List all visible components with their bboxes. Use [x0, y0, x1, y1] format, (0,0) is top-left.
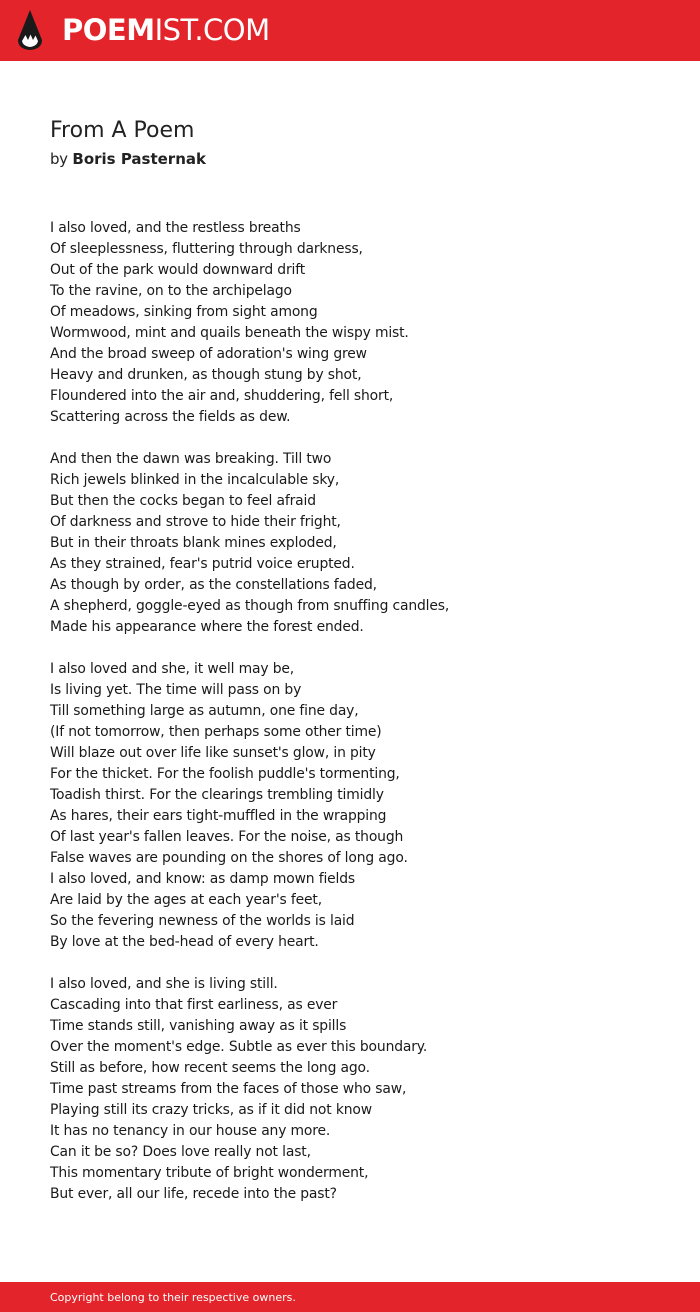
poem-line: For the thicket. For the foolish puddle's tormenting,	[50, 766, 400, 782]
poem-line: To the ravine, on to the archipelago	[50, 283, 292, 299]
author-name: Boris Pasternak	[72, 150, 206, 168]
poem-line: Toadish thirst. For the clearings trembling timidly	[50, 787, 384, 803]
poem-line: But in their throats blank mines exploded,	[50, 535, 337, 551]
poem-line: Wormwood, mint and quails beneath the wispy mist.	[50, 325, 409, 341]
poem-line: Are laid by the ages at each year's feet,	[50, 892, 322, 908]
poem-line: Out of the park would downward drift	[50, 262, 306, 278]
site-header	[0, 0, 700, 61]
poem-line: I also loved and she, it well may be,	[50, 661, 295, 677]
poem-stanza	[50, 449, 690, 638]
copyright-notice: Copyright belong to their respective owners.	[50, 1291, 296, 1304]
poem-line: (If not tomorrow, then perhaps some other time)	[50, 724, 382, 740]
poem-line: Floundered into the air and, shuddering, fell short,	[50, 388, 394, 404]
poem-line: Will blaze out over life like sunset's glow, in pity	[50, 745, 376, 761]
poem-line: This momentary tribute of bright wonderment,	[50, 1165, 369, 1181]
poem-line: Can it be so? Does love really not last,	[50, 1144, 311, 1160]
site-footer	[0, 1282, 700, 1312]
poem-line: Is living yet. The time will pass on by	[50, 682, 302, 698]
poem-line: False waves are pounding on the shores of long ago.	[50, 850, 408, 866]
poem-line: Scattering across the fields as dew.	[50, 409, 291, 425]
poem-stanza	[50, 974, 690, 1205]
brand-light-text: IST.COM	[154, 13, 270, 47]
poem-byline	[50, 148, 206, 170]
byline-prefix: by	[50, 150, 68, 168]
pencil-tip-icon[interactable]	[17, 10, 43, 51]
poem-line: Playing still its crazy tricks, as if it did not know	[50, 1102, 372, 1118]
poem-line: As hares, their ears tight-muffled in the wrapping	[50, 808, 387, 824]
poem-line: As they strained, fear's putrid voice erupted.	[50, 556, 355, 572]
poem-line: Till something large as autumn, one fine day,	[50, 703, 359, 719]
poem-line: I also loved, and the restless breaths	[50, 220, 301, 236]
poem-line: Rich jewels blinked in the incalculable sky,	[50, 472, 340, 488]
poem-line: Made his appearance where the forest ended.	[50, 619, 364, 635]
poem-line: Time past streams from the faces of those who saw,	[50, 1081, 407, 1097]
poem-line: As though by order, as the constellations faded,	[50, 577, 377, 593]
poem-stanza	[50, 659, 690, 953]
poem-stanza	[50, 218, 690, 428]
poem-line: And the broad sweep of adoration's wing grew	[50, 346, 367, 362]
poem-title: From A Poem	[50, 118, 195, 143]
poem-line: So the fevering newness of the worlds is laid	[50, 913, 355, 929]
poem-line: Of darkness and strove to hide their fright,	[50, 514, 341, 530]
poem-line: Cascading into that first earliness, as ever	[50, 997, 338, 1013]
poem-line: It has no tenancy in our house any more.	[50, 1123, 331, 1139]
poem-line: But ever, all our life, recede into the past?	[50, 1186, 337, 1202]
poem-line: Still as before, how recent seems the long ago.	[50, 1060, 370, 1076]
poem-line: But then the cocks began to feel afraid	[50, 493, 316, 509]
poem-line: Heavy and drunken, as though stung by shot,	[50, 367, 362, 383]
poem-line: I also loved, and she is living still.	[50, 976, 278, 992]
poem-line: And then the dawn was breaking. Till two	[50, 451, 332, 467]
poem-line: Over the moment's edge. Subtle as ever this boundary.	[50, 1039, 428, 1055]
poem-line: Time stands still, vanishing away as it spills	[50, 1018, 347, 1034]
poem-line: I also loved, and know: as damp mown fields	[50, 871, 356, 887]
poem-line: By love at the bed-head of every heart.	[50, 934, 319, 950]
poem-line: A shepherd, goggle-eyed as though from snuffing candles,	[50, 598, 450, 614]
poem-line: Of last year's fallen leaves. For the noise, as though	[50, 829, 404, 845]
poem-line: Of sleeplessness, fluttering through darkness,	[50, 241, 363, 257]
poem-body	[50, 218, 690, 1226]
poem-line: Of meadows, sinking from sight among	[50, 304, 318, 320]
brand-bold-text: POEM	[62, 13, 155, 47]
site-logo-text[interactable]	[62, 12, 270, 48]
